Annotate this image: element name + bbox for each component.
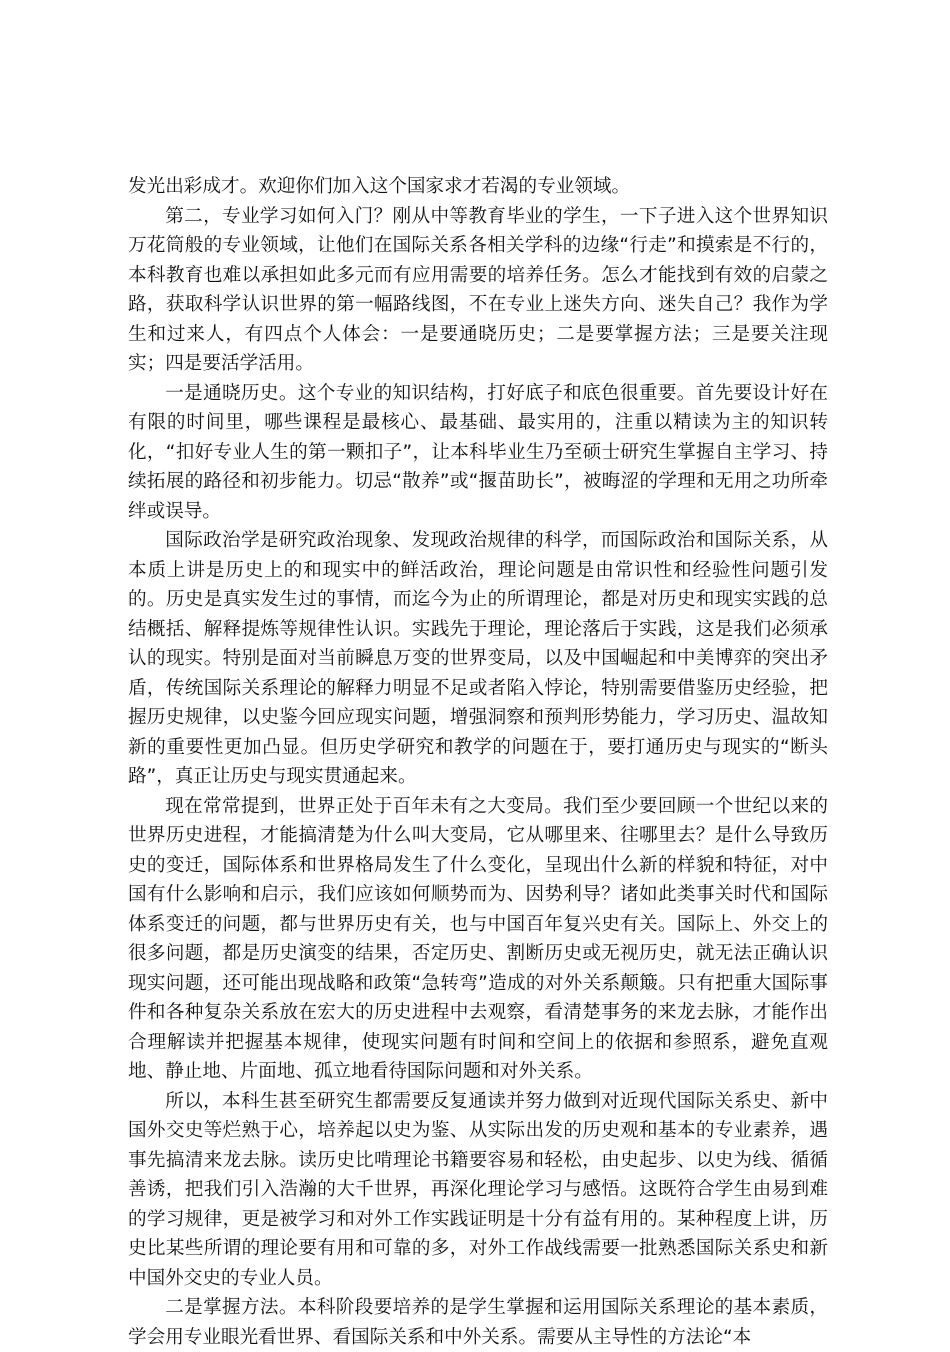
- paragraph-therefore: 所以，本科生甚至研究生都需要反复通读并努力做到对近现代国际关系史、新中国外交史等烂熟于心，培养起以史为鉴、从实际出发的历史观和基本的专业素养，遇事先搞清来龙去脉。读历史比啃理论书籍要容易和轻松，由史起步、以史为线、循循善诱，把我们引入浩瀚的大千世界，再深化理论学习与感悟。这既符合学生由易到难的学习规律，更是被学习和对外工作实践证明是十分有益有用的。某种程度上讲，历史比某些所谓的理论要有用和可靠的多，对外工作战线需要一批熟悉国际关系史和新中国外交史的专业人员。: [128, 1090, 828, 1289]
- paragraph-continuation: 发光出彩成才。欢迎你们加入这个国家求才若渴的专业领域。: [128, 176, 631, 197]
- paragraph-master-methods: 二是掌握方法。本科阶段要培养的是学生掌握和运用国际关系理论的基本素质，学会用专业眼光看世界、看国际关系和中外关系。需要从主导性的方法论“本: [128, 1297, 828, 1348]
- paragraph-international-politics: 国际政治学是研究政治现象、发现政治规律的科学，而国际政治和国际关系，从本质上讲是历史上的和现实中的鲜活政治，理论问题是由常识性和经验性问题引发的。历史是真实发生过的事情，而迄今为止的所谓理论，都是对历史和现实实践的总结概括、解释提炼等规律性认识。实践先于理论，理论落后于实践，这是我们必须承认的现实。特别是面对当前瞬息万变的世界变局，以及中国崛起和中美博弈的突出矛盾，传统国际关系理论的解释力明显不足或者陷入悖论，特别需要借鉴历史经验，把握历史规律，以史鉴今回应现实问题，增强洞察和预判形势能力，学习历史、温故知新的重要性更加凸显。但历史学研究和教学的问题在于，要打通历史与现实的“断头路”，真正让历史与现实贯通起来。: [128, 530, 828, 787]
- paragraph-second-point: 第二，专业学习如何入门？刚从中等教育毕业的学生，一下子进入这个世界知识万花筒般的专业领域，让他们在国际关系各相关学科的边缘“行走”和摸索是不行的，本科教育也难以承担如此多元而有应用需要的培养任务。怎么才能找到有效的启蒙之路，获取科学认识世界的第一幅路线图，不在专业上迷失方向、迷失自己？我作为学生和过来人，有四点个人体会：一是要通晓历史；二是要掌握方法；三是要关注现实；四是要活学活用。: [128, 205, 828, 374]
- document-body: [128, 172, 828, 1352]
- paragraph-know-history: 一是通晓历史。这个专业的知识结构，打好底子和底色很重要。首先要设计好在有限的时间里，哪些课程是最核心、最基础、最实用的，注重以精读为主的知识转化，“扣好专业人生的第一颗扣子”，让本科毕业生乃至硕士研究生掌握自主学习、持续拓展的路径和初步能力。切忌“散养”或“揠苗助长”，被晦涩的学理和无用之功所牵绊或误导。: [128, 382, 828, 522]
- paragraph-great-changes: 现在常常提到，世界正处于百年未有之大变局。我们至少要回顾一个世纪以来的世界历史进程，才能搞清楚为什么叫大变局，它从哪里来、往哪里去？是什么导致历史的变迁，国际体系和世界格局发生了什么变化，呈现出什么新的样貌和特征，对中国有什么影响和启示，我们应该如何顺势而为、因势利导？诸如此类事关时代和国际体系变迁的问题，都与世界历史有关，也与中国百年复兴史有关。国际上、外交上的很多问题，都是历史演变的结果，否定历史、割断历史或无视历史，就无法正确认识现实问题，还可能出现战略和政策“急转弯”造成的对外关系颠簸。只有把重大国际事件和各种复杂关系放在宏大的历史进程中去观察，看清楚事务的来龙去脉，才能作出合理解读并把握基本规律，使现实问题有时间和空间上的依据和参照系，避免直观地、静止地、片面地、孤立地看待国际问题和对外关系。: [128, 795, 828, 1082]
